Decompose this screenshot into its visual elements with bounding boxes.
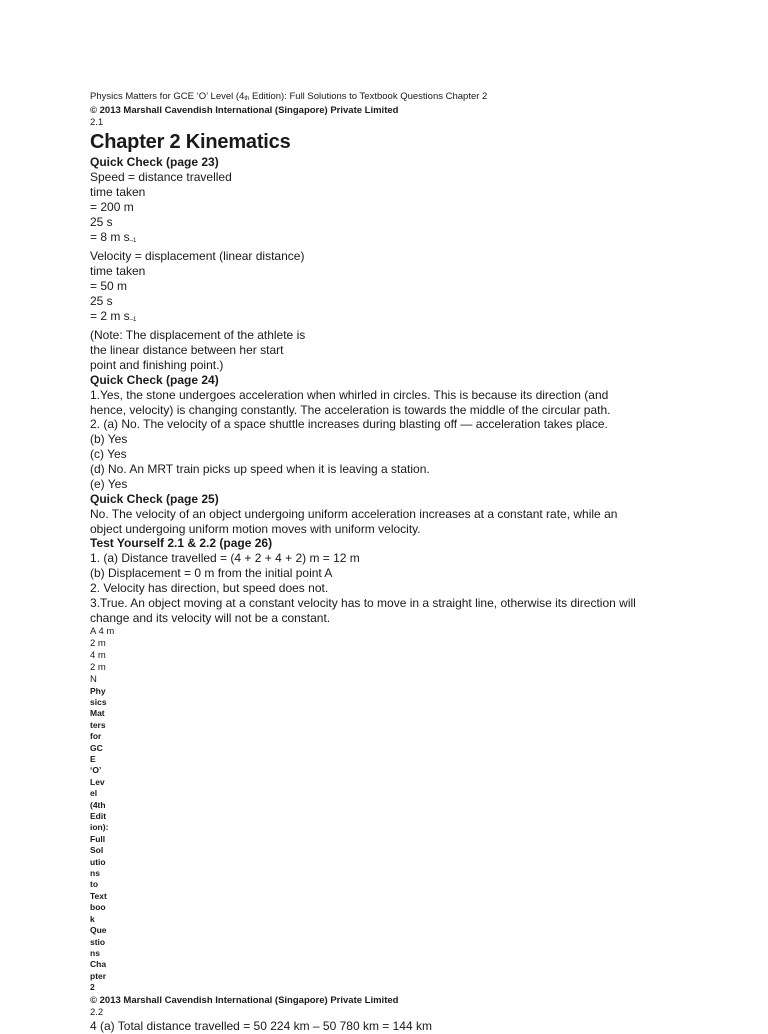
page-number: 2.1 — [90, 117, 104, 128]
answer-item: 2. Velocity has direction, but speed does not. — [90, 581, 329, 596]
section-heading-qc23: Quick Check (page 23) — [90, 155, 219, 169]
text-line: = 50 m — [90, 279, 128, 293]
diagram-label: 2 m — [90, 661, 106, 673]
diagram-label: A 4 m — [90, 625, 115, 637]
footer-page-number: 2.2 — [90, 1007, 104, 1018]
wrapped-header-column: Phy sics Mat ters for GC E ‘O’ Lev el (4th Edit ion): Full Sol utio ns to Text boo k Que stio ns Cha pter 2 — [90, 685, 109, 993]
diagram-label: 4 m — [90, 649, 106, 661]
answer-item: (c) Yes — [90, 447, 127, 462]
note-line: point and finishing point.) — [90, 358, 224, 372]
answer-paragraph: 3.True. An object moving at a constant velocity has to move in a straight line, otherwise its direction will change and its velocity will not be a constant. — [90, 596, 636, 625]
answer-paragraph: No. The velocity of an object undergoing uniform acceleration increases at a constant rate, while an object undergoing uniform motion moves with uniform velocity. — [90, 507, 618, 536]
page-footer — [90, 995, 690, 1034]
running-header: Physics Matters for GCE ‘O’ Level ($4_{th}$ Edition): Full Solutions to Textbook Questions Chapter 2 — [90, 91, 488, 102]
note-line: (Note: The displacement of the athlete is — [90, 328, 306, 342]
answer-item: (b) Yes — [90, 432, 128, 447]
copyright-line: © 2013 Marshall Cavendish International (Singapore) Private Limited — [90, 105, 399, 116]
answer-paragraph: 1.Yes, the stone undergoes acceleration when whirled in circles. This is because its direction (and hence, velocity) is changing constantly. The acceleration is towards the middle of the circular path. — [90, 388, 611, 417]
text-line: Speed = distance travelled — [90, 170, 232, 184]
answer-item: (b) Displacement = 0 m from the initial point A — [90, 566, 333, 581]
section-heading-test-yourself: Test Yourself 2.1 & 2.2 (page 26) — [90, 536, 273, 551]
text-line: time taken — [90, 264, 146, 278]
footer-copyright: © 2013 Marshall Cavendish International (Singapore) Private Limited — [90, 995, 399, 1006]
section-heading-qc25: Quick Check (page 25) — [90, 492, 219, 507]
cutoff-line: 4 (a) Total distance travelled = 50 224 km – 50 780 km = 144 km — [90, 1019, 432, 1033]
text-line: Velocity = displacement (linear distance) — [90, 249, 305, 263]
answer-item: (e) Yes — [90, 477, 128, 492]
chapter-title: Chapter 2 Kinematics — [90, 131, 291, 153]
section-heading-qc24: Quick Check (page 24) — [90, 373, 219, 387]
text-line: = 200 m — [90, 200, 134, 214]
answer-item: (d) No. An MRT train picks up speed when it is leaving a station. — [90, 462, 430, 477]
diagram-label: 2 m — [90, 637, 106, 649]
text-line: 25 s — [90, 294, 113, 308]
document-page — [90, 91, 650, 994]
diagram-label: N — [90, 673, 97, 685]
note-line: the linear distance between her start — [90, 343, 284, 357]
velocity-result: = 2 m $s_{-1}$ — [90, 309, 137, 323]
speed-result: = 8 m $s_{-1}$ — [90, 230, 137, 244]
answer-item: 2. (a) No. The velocity of a space shuttle increases during blasting off — acceleration takes place. — [90, 417, 608, 432]
text-line: time taken — [90, 185, 146, 199]
text-line: 25 s — [90, 215, 113, 229]
answer-item: 1. (a) Distance travelled = (4 + 2 + 4 + 2) m = 12 m — [90, 551, 360, 566]
